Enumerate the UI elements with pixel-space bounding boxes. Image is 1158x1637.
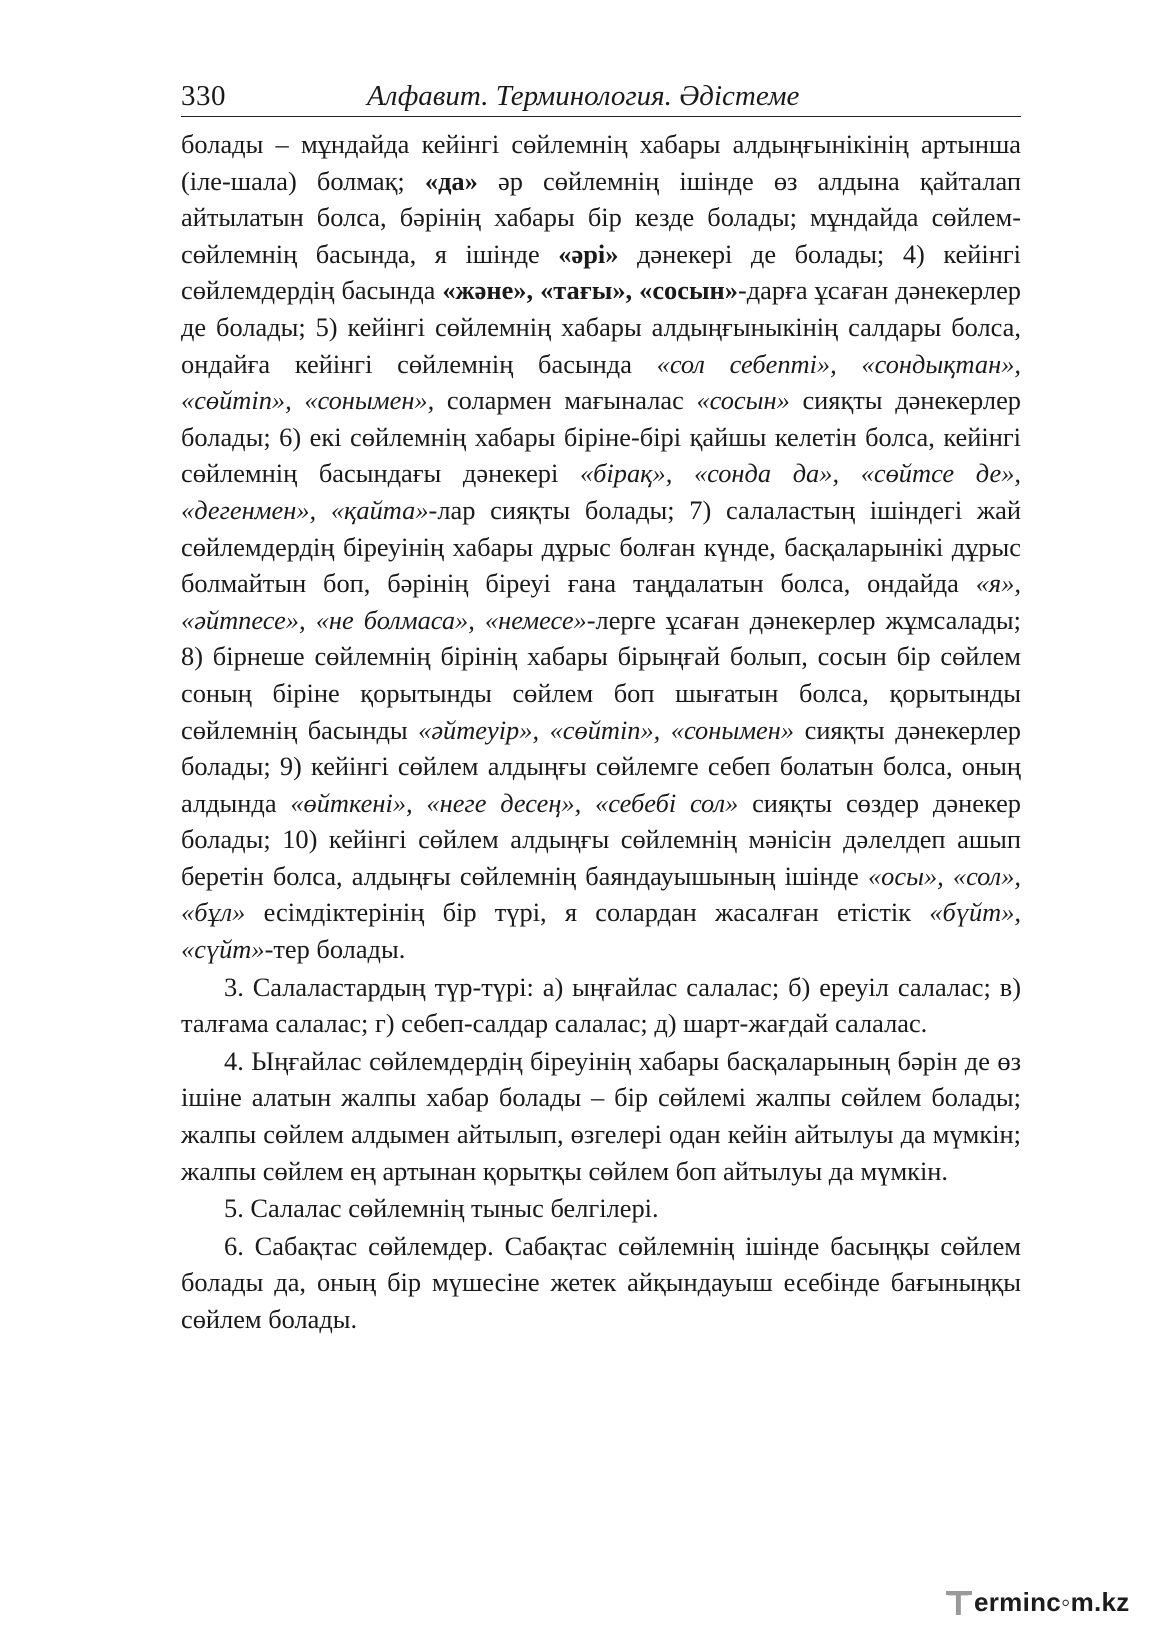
terms-buit-suit: «бүйт», «сүйт»	[181, 897, 1021, 965]
term-da: «да»	[424, 165, 478, 196]
paragraph-5: 5. Салалас сөйлемнің тыныс белгілері.	[224, 1193, 659, 1224]
terms-osy-sol-bul: «осы», «сол», «бұл»	[181, 860, 1021, 928]
page-body	[181, 126, 1021, 1338]
watermark-first-letter: T	[948, 1585, 969, 1623]
watermark-text: erminc◦m.kz	[974, 1587, 1130, 1617]
page-header	[181, 76, 1021, 117]
terms-oitkeni: «өйткені», «неге десең», «себебі сол»	[290, 787, 739, 818]
termincom-watermark	[946, 1585, 1146, 1625]
terms-sol-sebepti: «сол себепті», «сондықтан», «сөйтіп», «сонымен»,	[181, 348, 1022, 416]
terms-ya: «я», «әйтпесе», «не болмаса», «немесе»	[181, 568, 1021, 635]
paragraph-4: 4. Ыңғайлас сөйлемдердің біреуінің хабары басқаларының бәрін де өз ішіне алатын жалпы хабар болады – бір сөйлемі жалпы сөйлем болады; жалпы сөйлем алдымен айтылып, өзгелері одан кейін айтылуы да мүмкін; жалпы сөйлем ең артынан қорытқы сөйлем боп айтылуы да мүмкін.	[181, 1045, 1021, 1186]
running-title: Алфавит. Терминология. Әдістеме	[367, 80, 800, 112]
paragraph-3: 3. Салаластардың түр-түрі: а) ыңғайлас салалас; б) ереуіл салалас; в) талғама салалас; г) себеп-салдар салалас; д) шарт-жағдай салалас.	[181, 971, 1021, 1039]
term-sosyn: «сосын»	[696, 385, 790, 416]
terms-zhane-tagy-sosyn: «және», «тағы», «сосын»	[442, 275, 738, 306]
paragraph-continued: болады – мұндайда кейінгі сөйлемнің хабары алдыңғынікінің артынша (іле-шала) болмақ; «да» әр сөйлемнің ішінде өз алдына қайталап айтылатын болса, бәрінің хабары бір кезде болады; мұндайда сөйлем-сөйлемнің басында, я ішінде «әрі» дәнекері де болады; 4) кейінгі сөйлемдердің басында «және», «тағы», «сосын»-дарға ұсаған дәнекерлер де болады; 5) кейінгі сөйлемнің хабары алдыңғыныкінің салдары болса, ондайға кейінгі сөйлемнің басында «сол себепті», «сондықтан», «сөйтіп», «сонымен», солармен мағыналас «сосын» сияқты дәнекерлер болады; 6) екі сөйлемнің хабары біріне-бірі қайшы келетін болса, кейінгі сөйлемнің басындағы дәнекері «бірақ», «сонда да», «сөйтсе де», «дегенмен», «қайта»-лар сияқты болады; 7) салаластың ішіндегі жай сөйлемдердің біреуінің хабары дұрыс болған күнде, басқаларынікі дұрыс болмайтын боп, бәрінің біреуі ғана таңдалатын болса, ондайда «я», «әйтпесе», «не болмаса», «немесе»-лерге ұсаған дәнекерлер жұмсалады; 8) бірнеше сөйлемнің бірінің хабары бірыңғай болып, сосын бір сөйлем соның біріне қорытынды сөйлем боп шығатын болса, қорытынды сөйлемнің басынды «әйтеуір», «сөйтіп», «сонымен» сияқты дәнекерлер болады; 9) кейінгі сөйлем алдыңғы сөйлемге себеп болатын болса, оның алдында «өйткені», «неге десең», «себебі сол» сияқты сөздер дәнекер болады; 10) кейінгі сөйлем алдыңғы сөйлемнің мәнісін дәлелдеп ашып беретін болса, алдыңғы сөйлемнің баяндауышының ішінде «осы», «сол», «бұл» есімдіктерінің бір түрі, я солардан жасалған етістік «бүйт», «сүйт»-тер болады.	[181, 129, 1022, 965]
terms-aiteuir: «әйтеуір», «сөйтіп», «сонымен»	[418, 714, 795, 745]
page-number: 330	[181, 80, 226, 112]
terms-birak: «бірақ», «сонда да», «сөйтсе де», «дегенмен», «қайта»	[181, 458, 1021, 525]
term-ari: «әрі»	[558, 238, 619, 269]
paragraph-6: 6. Сабақтас сөйлемдер. Сабақтас сөйлемнің ішінде басыңқы сөйлем болады да, оның бір мүшесіне жетек айқындауыш есебінде бағыныңқы сөйлем болады.	[181, 1230, 1021, 1334]
